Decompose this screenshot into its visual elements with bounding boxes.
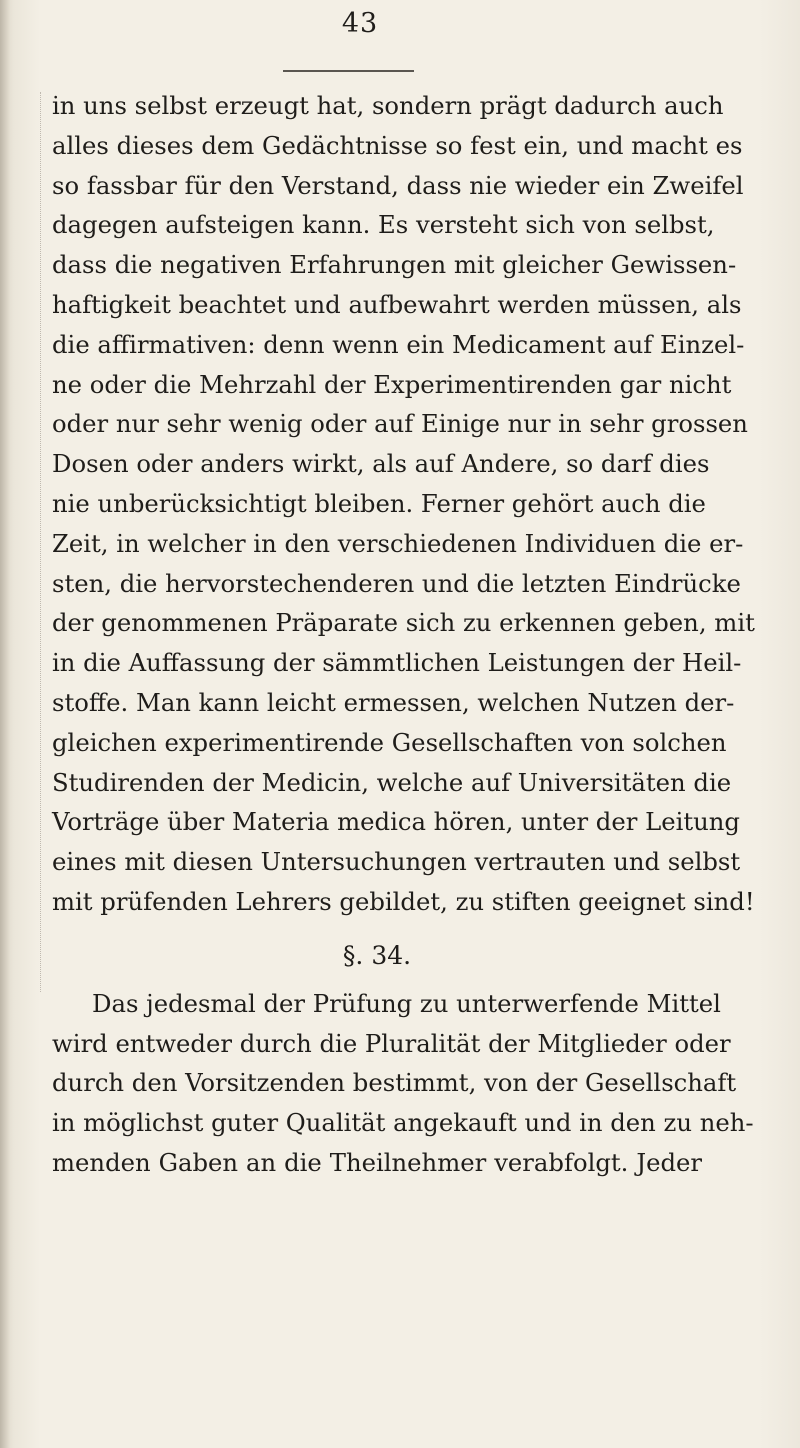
text-line: Das jedesmal der Prüfung zu unterwerfende Mittel xyxy=(92,988,721,1018)
header-rule xyxy=(283,70,414,72)
margin-marks xyxy=(40,92,45,992)
text-line: stoffe. Man kann leicht ermessen, welchen Nutzen der- xyxy=(52,687,735,717)
paragraph-2 xyxy=(52,984,754,1183)
body-text xyxy=(52,86,755,1183)
text-line: gleichen experimentirende Gesellschaften von solchen xyxy=(52,727,727,757)
text-line: menden Gaben an die Theilnehmer verabfolgt. Jeder xyxy=(52,1147,702,1177)
text-line: ne oder die Mehrzahl der Experimentirenden gar nicht xyxy=(52,369,732,399)
text-line: mit prüfenden Lehrers gebildet, zu stiften geeignet sind! xyxy=(52,886,755,916)
text-line: Vorträge über Materia medica hören, unter der Leitung xyxy=(52,807,740,837)
text-line: in uns selbst erzeugt hat, sondern prägt dadurch auch xyxy=(52,91,724,120)
text-line: Studirenden der Medicin, welche auf Universitäten die xyxy=(52,767,732,797)
text-line: dass die negativen Erfahrungen mit gleicher Gewissen- xyxy=(52,250,737,280)
text-line: Dosen oder anders wirkt, als auf Andere, so darf dies xyxy=(52,449,710,479)
text-line: oder nur sehr wenig oder auf Einige nur in sehr grossen xyxy=(52,409,748,439)
page-number: 43 xyxy=(341,8,379,39)
text-line: eines mit diesen Untersuchungen vertrauten und selbst xyxy=(52,847,741,877)
text-line: in die Auffassung der sämmtlichen Leistungen der Heil- xyxy=(52,648,742,678)
text-line: wird entweder durch die Pluralität der Mitglieder oder xyxy=(52,1028,731,1058)
section-heading: §. 34. xyxy=(342,940,412,970)
text-line: der genommenen Präparate sich zu erkennen geben, mit xyxy=(52,608,755,638)
text-line: in möglichst guter Qualität angekauft und in den zu neh- xyxy=(52,1108,754,1138)
text-line: haftigkeit beachtet und aufbewahrt werden müssen, als xyxy=(52,289,742,319)
text-line: nie unberücksichtigt bleiben. Ferner gehört auch die xyxy=(52,488,706,518)
text-line: sten, die hervorstechenderen und die letzten Eindrücke xyxy=(52,568,741,598)
text-line: alles dieses dem Gedächtnisse so fest ein, und macht es xyxy=(52,130,743,160)
text-line: so fassbar für den Verstand, dass nie wieder ein Zweifel xyxy=(52,170,744,200)
text-line: Zeit, in welcher in den verschiedenen Individuen die er- xyxy=(52,528,744,558)
text-line: dagegen aufsteigen kann. Es versteht sich von selbst, xyxy=(52,210,715,240)
paragraph-1 xyxy=(52,86,755,922)
text-line: durch den Vorsitzenden bestimmt, von der Gesellschaft xyxy=(52,1068,737,1098)
text-line: die affirmativen: denn wenn ein Medicament auf Einzel- xyxy=(52,329,745,359)
binding-edge xyxy=(0,0,10,1448)
